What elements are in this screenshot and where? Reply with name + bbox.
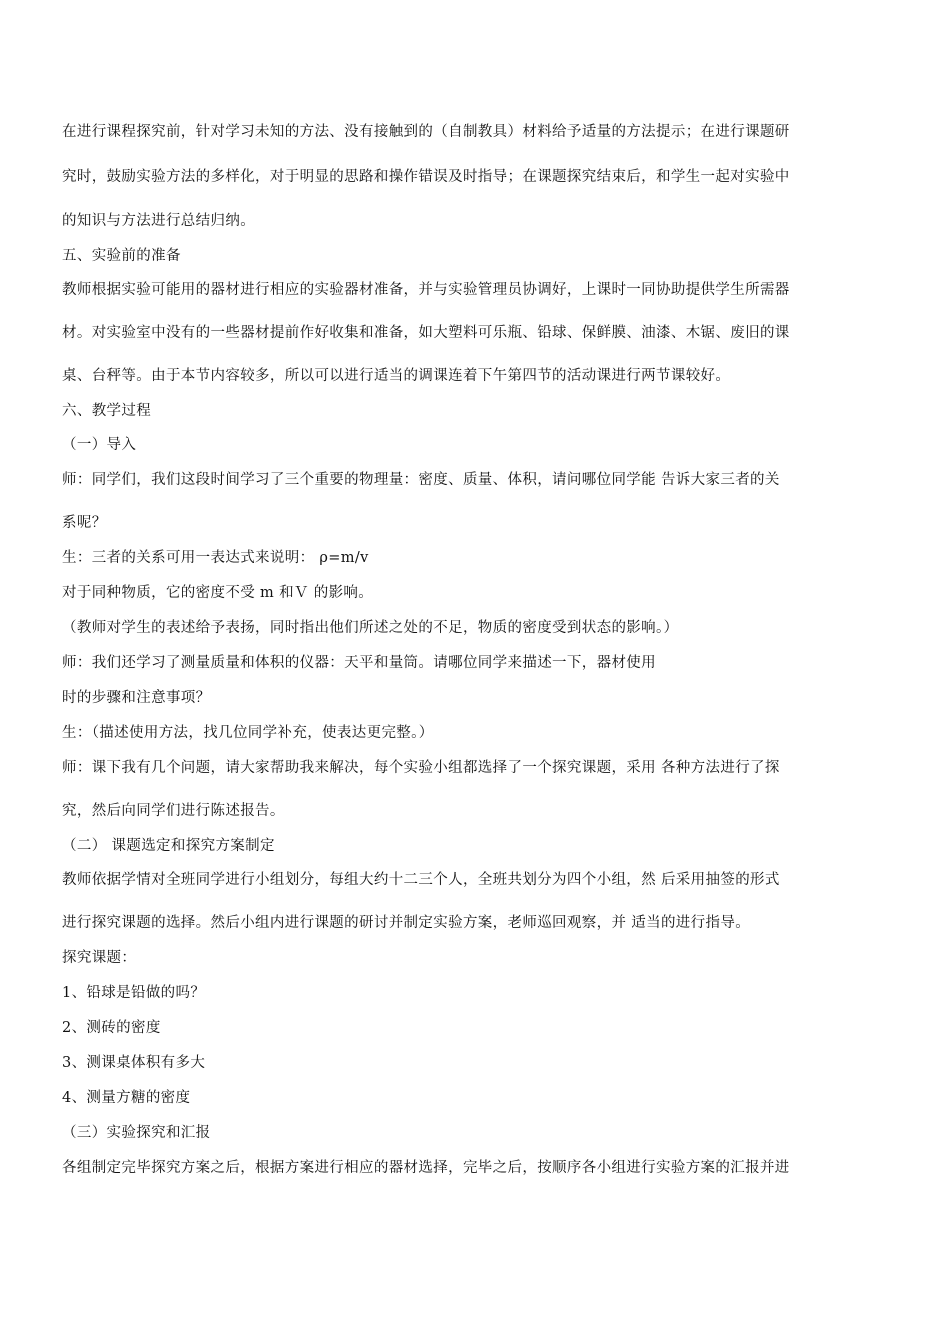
paragraph-line: 在进行课程探究前，针对学习未知的方法、没有接触到的（自制教具）材料给予适量的方法提示；在进行课题研: [62, 124, 790, 140]
paragraph-line: 师：同学们，我们这段时间学习了三个重要的物理量：密度、质量、体积，请问哪位同学能 告诉大家三者的关: [62, 472, 780, 488]
paragraph-line: 对于同种物质，它的密度不受 m 和Ｖ 的影响。: [62, 585, 374, 601]
paragraph-line: 探究课题：: [62, 950, 137, 966]
paragraph-line: 材。对实验室中没有的一些器材提前作好收集和准备，如大塑料可乐瓶、铅球、保鲜膜、油漆、木锯、废旧的课: [62, 325, 790, 341]
paragraph-line: 生：（描述使用方法，找几位同学补充，使表达更完整。）: [62, 725, 434, 741]
list-item: 2、测砖的密度: [62, 1020, 161, 1036]
paragraph-line: 究时，鼓励实验方法的多样化，对于明显的思路和操作错误及时指导；在课题探究结束后，和学生一起对实验中: [62, 169, 790, 185]
paragraph-line: 进行探究课题的选择。然后小组内进行课题的研讨并制定实验方案，老师巡回观察，并 适当的进行指导。: [62, 915, 751, 931]
paragraph-line: 桌、台秤等。由于本节内容较多，所以可以进行适当的调课连着下午第四节的活动课进行两节课较好。: [62, 368, 731, 384]
list-item: 1、铅球是铅做的吗？: [62, 985, 206, 1001]
paragraph-line: 教师依据学情对全班同学进行小组划分，每组大约十二三个人，全班共划分为四个小组，然 后采用抽签的形式: [62, 872, 780, 888]
paragraph-line: 生：三者的关系可用一表达式来说明： ρ=m/v: [62, 550, 369, 566]
subsection-heading: （一）导入: [62, 437, 137, 453]
paragraph-line: 系呢？: [62, 515, 107, 531]
paragraph-line: 教师根据实验可能用的器材进行相应的实验器材准备，并与实验管理员协调好，上课时一同协助提供学生所需器: [62, 282, 790, 298]
paragraph-line: 各组制定完毕探究方案之后，根据方案进行相应的器材选择，完毕之后，按顺序各小组进行实验方案的汇报并进: [62, 1160, 790, 1176]
subsection-heading: （二） 课题选定和探究方案制定: [62, 838, 275, 854]
paragraph-line: 师：课下我有几个问题，请大家帮助我来解决，每个实验小组都选择了一个探究课题，采用 各种方法进行了探: [62, 760, 780, 776]
section-heading: 六、教学过程: [62, 403, 152, 419]
list-item: 3、测课桌体积有多大: [62, 1055, 206, 1071]
paragraph-line: （教师对学生的表述给予表扬，同时指出他们所述之处的不足，物质的密度受到状态的影响。）: [62, 620, 679, 636]
subsection-heading: （三）实验探究和汇报: [62, 1125, 211, 1141]
paragraph-line: 的知识与方法进行总结归纳。: [62, 213, 256, 229]
paragraph-line: 究，然后向同学们进行陈述报告。: [62, 803, 285, 819]
section-heading: 五、实验前的准备: [62, 248, 181, 264]
list-item: 4、测量方糖的密度: [62, 1090, 191, 1106]
paragraph-line: 师：我们还学习了测量质量和体积的仪器：天平和量筒。请哪位同学来描述一下，器材使用: [62, 655, 656, 671]
paragraph-line: 时的步骤和注意事项？: [62, 690, 211, 706]
